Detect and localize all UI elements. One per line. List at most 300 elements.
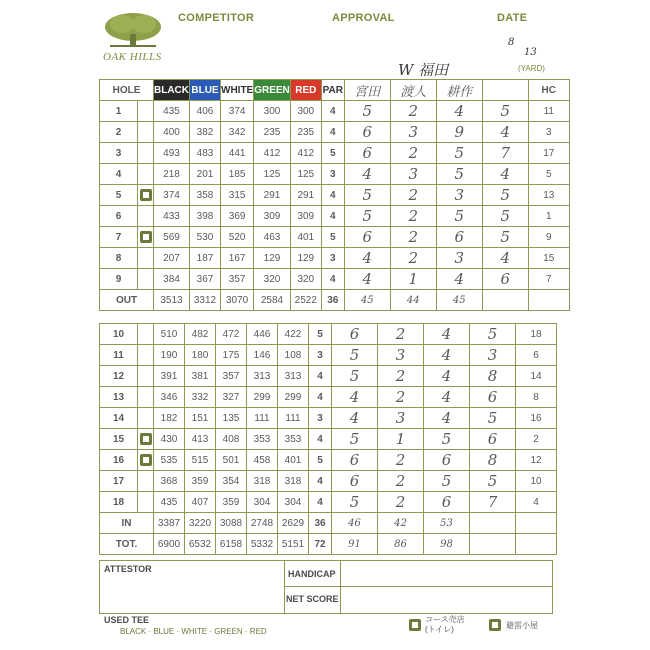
white-tee-header: WHITE [221,80,254,101]
hole-icon [138,366,154,387]
yard-label: (YARD) [518,64,545,73]
player-2-score: 2 [378,387,424,408]
red-yardage: 401 [290,227,321,248]
player-2-score: 1 [378,429,424,450]
in-green: 2748 [247,513,278,534]
red-yardage: 111 [278,408,309,429]
in-score-1: 46 [332,513,378,534]
player-2-score: 2 [390,185,436,206]
in-red: 2629 [278,513,309,534]
red-yardage: 235 [290,122,321,143]
black-yardage: 207 [154,248,190,269]
hole-icon [138,269,154,290]
shelter-icon [140,454,152,466]
restroom-icon [140,189,152,201]
hole-row [100,408,557,429]
player-3-score: 6 [424,492,470,513]
player-4-score: 3 [470,345,516,366]
player-1-score: 4 [344,269,390,290]
green-yardage: 235 [254,122,291,143]
handicap-index: 3 [528,122,569,143]
out-label: OUT [100,290,154,311]
par-value: 3 [321,248,344,269]
player-2-score: 2 [390,227,436,248]
hole-number: 2 [100,122,138,143]
player-3-score: 5 [436,206,482,227]
hole-number: 5 [100,185,138,206]
tot-green: 5332 [247,534,278,555]
black-tee-header: BLACK [154,80,190,101]
par-value: 5 [309,324,332,345]
player-3-score: 4 [436,101,482,122]
par-value: 4 [309,366,332,387]
par-value: 4 [321,206,344,227]
player-2-score: 3 [378,408,424,429]
player-3-score: 5 [436,164,482,185]
in-black: 3387 [154,513,185,534]
white-yardage: 441 [221,143,254,164]
green-yardage: 463 [254,227,291,248]
hole-icon [138,429,154,450]
hole-icon [138,101,154,122]
hole-icon [138,324,154,345]
player-3-score: 5 [436,143,482,164]
red-yardage: 313 [278,366,309,387]
player-1-score: 6 [344,143,390,164]
green-yardage: 299 [247,387,278,408]
divider [284,561,285,613]
black-yardage: 368 [154,471,185,492]
hole-header: HOLE [100,80,154,101]
black-yardage: 433 [154,206,190,227]
red-yardage: 299 [278,387,309,408]
hole-row [100,227,570,248]
player-4-score: 5 [470,324,516,345]
restroom-icon [140,433,152,445]
hc-header: HC [528,80,569,101]
blue-yardage: 530 [190,227,221,248]
player-2-score: 2 [390,248,436,269]
out-row [100,290,570,311]
hole-row [100,471,557,492]
player-2-score: 2 [390,206,436,227]
out-score-1: 45 [344,290,390,311]
blue-yardage: 413 [185,429,216,450]
player-4-score: 5 [470,408,516,429]
hole-row [100,122,570,143]
green-yardage: 146 [247,345,278,366]
in-blue: 3220 [185,513,216,534]
used-tee-label: USED TEE [104,615,150,625]
player-4-score: 5 [482,185,528,206]
blue-yardage: 367 [190,269,221,290]
hole-number: 3 [100,143,138,164]
hole-icon [138,164,154,185]
par-value: 4 [309,492,332,513]
player-1-score: 5 [344,206,390,227]
par-header: PAR [321,80,344,101]
handicap-index: 4 [516,492,557,513]
out-hc [528,290,569,311]
black-yardage: 218 [154,164,190,185]
blue-yardage: 483 [190,143,221,164]
black-yardage: 182 [154,408,185,429]
red-yardage: 422 [278,324,309,345]
red-yardage: 125 [290,164,321,185]
logo-text: OAK HILLS [103,51,162,63]
handicap-index: 10 [516,471,557,492]
green-yardage: 125 [254,164,291,185]
black-yardage: 535 [154,450,185,471]
red-yardage: 309 [290,206,321,227]
player-1-score: 5 [332,345,378,366]
hole-row [100,492,557,513]
blue-yardage: 332 [185,387,216,408]
hole-icon [138,206,154,227]
handicap-index: 9 [528,227,569,248]
hole-icon [138,471,154,492]
divider [340,561,341,613]
white-yardage: 408 [216,429,247,450]
blue-tee-header: BLUE [190,80,221,101]
tot-score-2: 86 [378,534,424,555]
black-yardage: 374 [154,185,190,206]
hole-row [100,164,570,185]
tot-score-4 [470,534,516,555]
tee-list: BLACK · BLUE · WHITE · GREEN · RED [120,627,267,636]
white-yardage: 185 [221,164,254,185]
hole-number: 6 [100,206,138,227]
green-yardage: 320 [254,269,291,290]
blue-yardage: 359 [185,471,216,492]
shelter-legend-label: 避雷小屋 [506,621,538,630]
green-tee-header: GREEN [254,80,291,101]
black-yardage: 384 [154,269,190,290]
in-white: 3088 [216,513,247,534]
hole-row [100,429,557,450]
player-4-name [482,80,528,101]
black-yardage: 435 [154,492,185,513]
hole-icon [138,450,154,471]
player-3-score: 6 [436,227,482,248]
white-yardage: 501 [216,450,247,471]
tot-score-1: 91 [332,534,378,555]
par-value: 4 [309,429,332,450]
tot-blue: 6532 [185,534,216,555]
white-yardage: 472 [216,324,247,345]
black-yardage: 430 [154,429,185,450]
attestor-label: ATTESTOR [104,564,152,574]
par-value: 3 [309,408,332,429]
tot-white: 6158 [216,534,247,555]
hole-icon [138,408,154,429]
red-yardage: 353 [278,429,309,450]
player-1-score: 6 [344,227,390,248]
tot-label: TOT. [100,534,154,555]
par-value: 4 [309,387,332,408]
black-yardage: 569 [154,227,190,248]
player-2-score: 2 [378,366,424,387]
group-note: W 福田 [398,61,449,79]
player-3-score: 3 [436,248,482,269]
player-3-score: 4 [424,345,470,366]
handicap-index: 17 [528,143,569,164]
player-1-score: 4 [332,408,378,429]
red-yardage: 318 [278,471,309,492]
par-value: 4 [309,471,332,492]
blue-yardage: 398 [190,206,221,227]
player-1-score: 5 [344,185,390,206]
hole-row [100,143,570,164]
handicap-index: 1 [528,206,569,227]
hole-row [100,185,570,206]
hole-number: 18 [100,492,138,513]
out-score-2: 44 [390,290,436,311]
player-4-score: 5 [470,471,516,492]
player-2-score: 2 [378,492,424,513]
in-par: 36 [309,513,332,534]
red-yardage: 304 [278,492,309,513]
player-1-score: 5 [344,101,390,122]
white-yardage: 520 [221,227,254,248]
player-2-score: 1 [390,269,436,290]
white-yardage: 354 [216,471,247,492]
white-yardage: 327 [216,387,247,408]
white-yardage: 342 [221,122,254,143]
handicap-index: 15 [528,248,569,269]
hole-row [100,269,570,290]
par-value: 4 [321,101,344,122]
approval-label: APPROVAL [332,12,395,24]
hole-row [100,345,557,366]
player-3-score: 9 [436,122,482,143]
in-score-4 [470,513,516,534]
white-yardage: 315 [221,185,254,206]
tot-hc [516,534,557,555]
player-1-score: 5 [332,429,378,450]
player-1-score: 5 [332,492,378,513]
par-value: 4 [321,185,344,206]
hole-number: 13 [100,387,138,408]
black-yardage: 400 [154,122,190,143]
player-2-score: 2 [378,471,424,492]
player-1-score: 6 [332,450,378,471]
player-4-score: 6 [482,269,528,290]
handicap-index: 6 [516,345,557,366]
par-value: 5 [321,143,344,164]
competitor-label: COMPETITOR [178,12,255,24]
divider [284,586,552,587]
player-3-score: 4 [424,324,470,345]
hole-number: 8 [100,248,138,269]
white-yardage: 135 [216,408,247,429]
player-3-score: 4 [424,366,470,387]
player-4-score: 8 [470,450,516,471]
player-4-score: 6 [470,387,516,408]
green-yardage: 111 [247,408,278,429]
player-2-score: 2 [378,450,424,471]
green-yardage: 458 [247,450,278,471]
player-4-score: 7 [482,143,528,164]
player-2-score: 3 [390,164,436,185]
out-black: 3513 [154,290,190,311]
player-1-score: 4 [344,248,390,269]
in-label: IN [100,513,154,534]
blue-yardage: 482 [185,324,216,345]
attestor-block [99,560,553,614]
player-3-name: 耕作 [436,80,482,101]
handicap-index: 14 [516,366,557,387]
handicap-label: HANDICAP [288,569,336,579]
shelter-legend-icon [489,616,501,634]
player-1-score: 6 [332,471,378,492]
shelter-icon [140,231,152,243]
player-3-score: 4 [436,269,482,290]
header-row [100,80,570,101]
player-2-score: 3 [390,122,436,143]
player-3-score: 6 [424,450,470,471]
hole-number: 12 [100,366,138,387]
red-yardage: 300 [290,101,321,122]
player-2-name: 渡人 [390,80,436,101]
out-white: 3070 [221,290,254,311]
white-yardage: 167 [221,248,254,269]
black-yardage: 190 [154,345,185,366]
hole-row [100,450,557,471]
hole-number: 7 [100,227,138,248]
handicap-index: 13 [528,185,569,206]
white-yardage: 357 [216,366,247,387]
green-yardage: 446 [247,324,278,345]
player-2-score: 2 [390,101,436,122]
hole-row [100,387,557,408]
blue-yardage: 151 [185,408,216,429]
player-4-score: 5 [482,101,528,122]
par-value: 4 [321,269,344,290]
red-yardage: 412 [290,143,321,164]
hole-row [100,206,570,227]
player-4-score: 4 [482,248,528,269]
player-4-score: 8 [470,366,516,387]
red-tee-header: RED [290,80,321,101]
handicap-index: 2 [516,429,557,450]
green-yardage: 300 [254,101,291,122]
blue-yardage: 187 [190,248,221,269]
player-1-score: 4 [332,387,378,408]
in-score-2: 42 [378,513,424,534]
handicap-index: 8 [516,387,557,408]
hole-icon [138,185,154,206]
blue-yardage: 515 [185,450,216,471]
hole-number: 14 [100,408,138,429]
player-3-score: 4 [424,408,470,429]
player-3-score: 4 [424,387,470,408]
handicap-index: 11 [528,101,569,122]
tot-par: 72 [309,534,332,555]
date-day: 13 [524,47,537,58]
hole-icon [138,492,154,513]
hole-number: 9 [100,269,138,290]
player-1-name: 宮田 [344,80,390,101]
in-hc [516,513,557,534]
net-score-label: NET SCORE [286,594,339,604]
tot-red: 5151 [278,534,309,555]
par-value: 5 [321,227,344,248]
hole-row [100,324,557,345]
white-yardage: 357 [221,269,254,290]
hole-number: 1 [100,101,138,122]
par-value: 3 [309,345,332,366]
hole-row [100,248,570,269]
out-green: 2584 [254,290,291,311]
black-yardage: 435 [154,101,190,122]
hole-number: 16 [100,450,138,471]
hole-icon [138,248,154,269]
player-4-score: 6 [470,429,516,450]
handicap-index: 18 [516,324,557,345]
back-nine-table [99,323,557,555]
black-yardage: 346 [154,387,185,408]
black-yardage: 493 [154,143,190,164]
hole-row [100,366,557,387]
player-4-score: 7 [470,492,516,513]
oak-tree-logo-icon [102,10,164,50]
player-4-score: 5 [482,206,528,227]
date-month: 8 [508,37,515,48]
player-2-score: 2 [378,324,424,345]
player-4-score: 4 [482,122,528,143]
green-yardage: 304 [247,492,278,513]
red-yardage: 108 [278,345,309,366]
white-yardage: 359 [216,492,247,513]
white-yardage: 374 [221,101,254,122]
green-yardage: 309 [254,206,291,227]
player-4-score: 5 [482,227,528,248]
out-red: 2522 [290,290,321,311]
handicap-index: 7 [528,269,569,290]
blue-yardage: 407 [185,492,216,513]
red-yardage: 129 [290,248,321,269]
in-score-3: 53 [424,513,470,534]
green-yardage: 313 [247,366,278,387]
restroom-legend-label: コース売店 (トイレ) [425,615,465,634]
hole-row [100,101,570,122]
out-blue: 3312 [190,290,221,311]
player-1-score: 6 [332,324,378,345]
hole-number: 10 [100,324,138,345]
par-value: 5 [309,450,332,471]
player-4-score: 4 [482,164,528,185]
green-yardage: 412 [254,143,291,164]
blue-yardage: 180 [185,345,216,366]
black-yardage: 391 [154,366,185,387]
white-yardage: 369 [221,206,254,227]
handicap-index: 16 [516,408,557,429]
date-label: DATE [497,12,528,24]
player-3-score: 3 [436,185,482,206]
player-2-score: 3 [378,345,424,366]
blue-yardage: 358 [190,185,221,206]
hole-number: 4 [100,164,138,185]
restroom-legend-icon [409,616,421,634]
blue-yardage: 382 [190,122,221,143]
blue-yardage: 381 [185,366,216,387]
hole-icon [138,227,154,248]
hole-number: 17 [100,471,138,492]
green-yardage: 318 [247,471,278,492]
out-par: 36 [321,290,344,311]
handicap-index: 12 [516,450,557,471]
